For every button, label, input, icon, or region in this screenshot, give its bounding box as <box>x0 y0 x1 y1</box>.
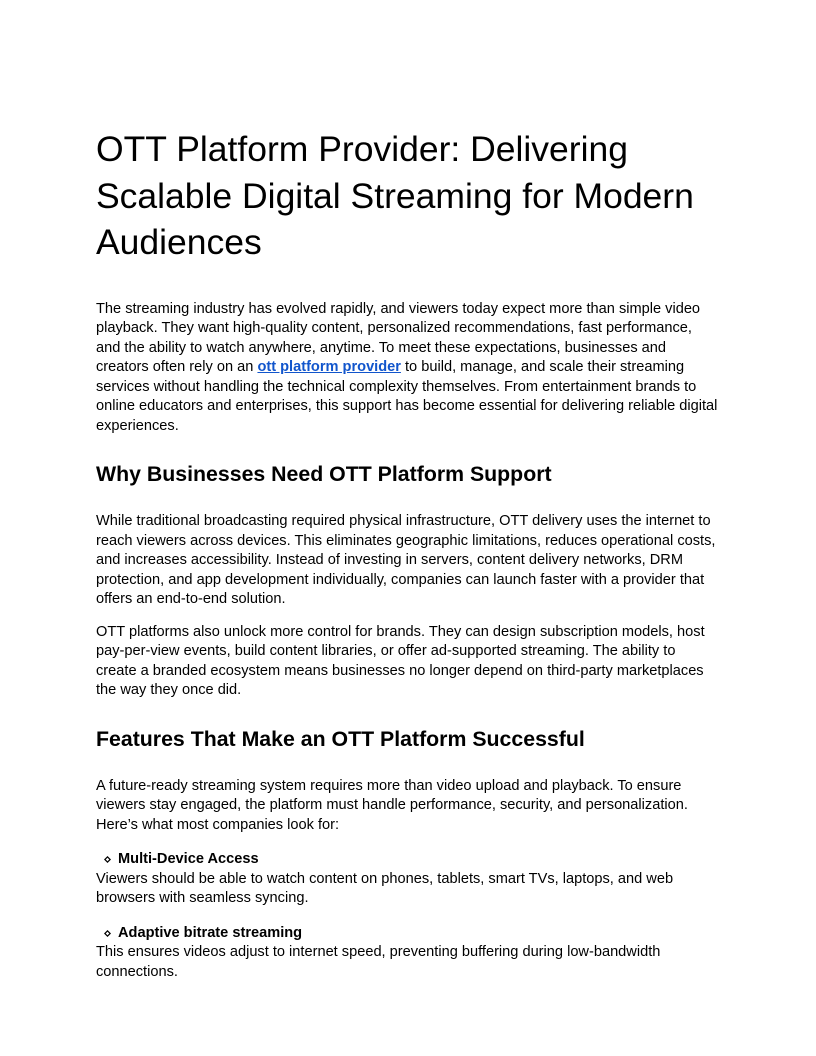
page-title: OTT Platform Provider: Delivering Scalable Digital Streaming for Modern Audiences <box>96 129 694 262</box>
section2-paragraph-1: A future-ready streaming system requires more than video upload and playback. To ensure viewers stay engaged, the platform must handle performance, security, and personalization. Here’s what most companies look for: <box>96 777 688 833</box>
diamond-bullet-icon <box>96 924 118 944</box>
feature-item <box>96 850 720 909</box>
section-heading-why-businesses: Why Businesses Need OTT Platform Support <box>96 462 552 486</box>
feature-description: This ensures videos adjust to internet speed, preventing buffering during low-bandwidth connections. <box>96 944 661 980</box>
ott-platform-provider-link[interactable]: ott platform provider <box>257 359 401 375</box>
section1-paragraph-1: While traditional broadcasting required physical infrastructure, OTT delivery uses the internet to reach viewers across devices. This eliminates geographic limitations, reduces operational costs, and increases accessibility. Instead of investing in servers, content delivery networks, DRM protection, and app development individually, companies can launch faster with a provider that offers an end-to-end solution. <box>96 513 716 607</box>
feature-item <box>96 924 720 983</box>
feature-description: Viewers should be able to watch content on phones, tablets, smart TVs, laptops, and web browsers with seamless syncing. <box>96 870 674 906</box>
feature-title: Multi-Device Access <box>118 851 259 867</box>
diamond-bullet-icon <box>96 850 118 870</box>
section1-paragraph-2: OTT platforms also unlock more control for brands. They can design subscription models, host pay-per-view events, build content libraries, or offer ad-supported streaming. The ability to create a branded ecosystem means businesses no longer depend on third-party marketplaces the way they once did. <box>96 623 705 698</box>
section-heading-features: Features That Make an OTT Platform Successful <box>96 726 585 751</box>
intro-text-end: to build, manage, and scale their streaming services without handling the technical complexity themselves. From entertainment brands to online educators and enterprises, this support has become essential for delivering reliable digital experiences. <box>96 359 718 434</box>
feature-heading <box>96 924 720 944</box>
intro-text-start: The streaming industry has evolved rapidly, and viewers today expect more than simple video playback. They want high-quality content, personalized recommendations, fast performance, and the ability to watch anywhere, anytime. To meet these expectations, businesses and creators often rely on an <box>96 300 701 375</box>
feature-title: Adaptive bitrate streaming <box>118 924 303 941</box>
feature-heading <box>96 850 720 870</box>
intro-paragraph <box>96 300 720 437</box>
